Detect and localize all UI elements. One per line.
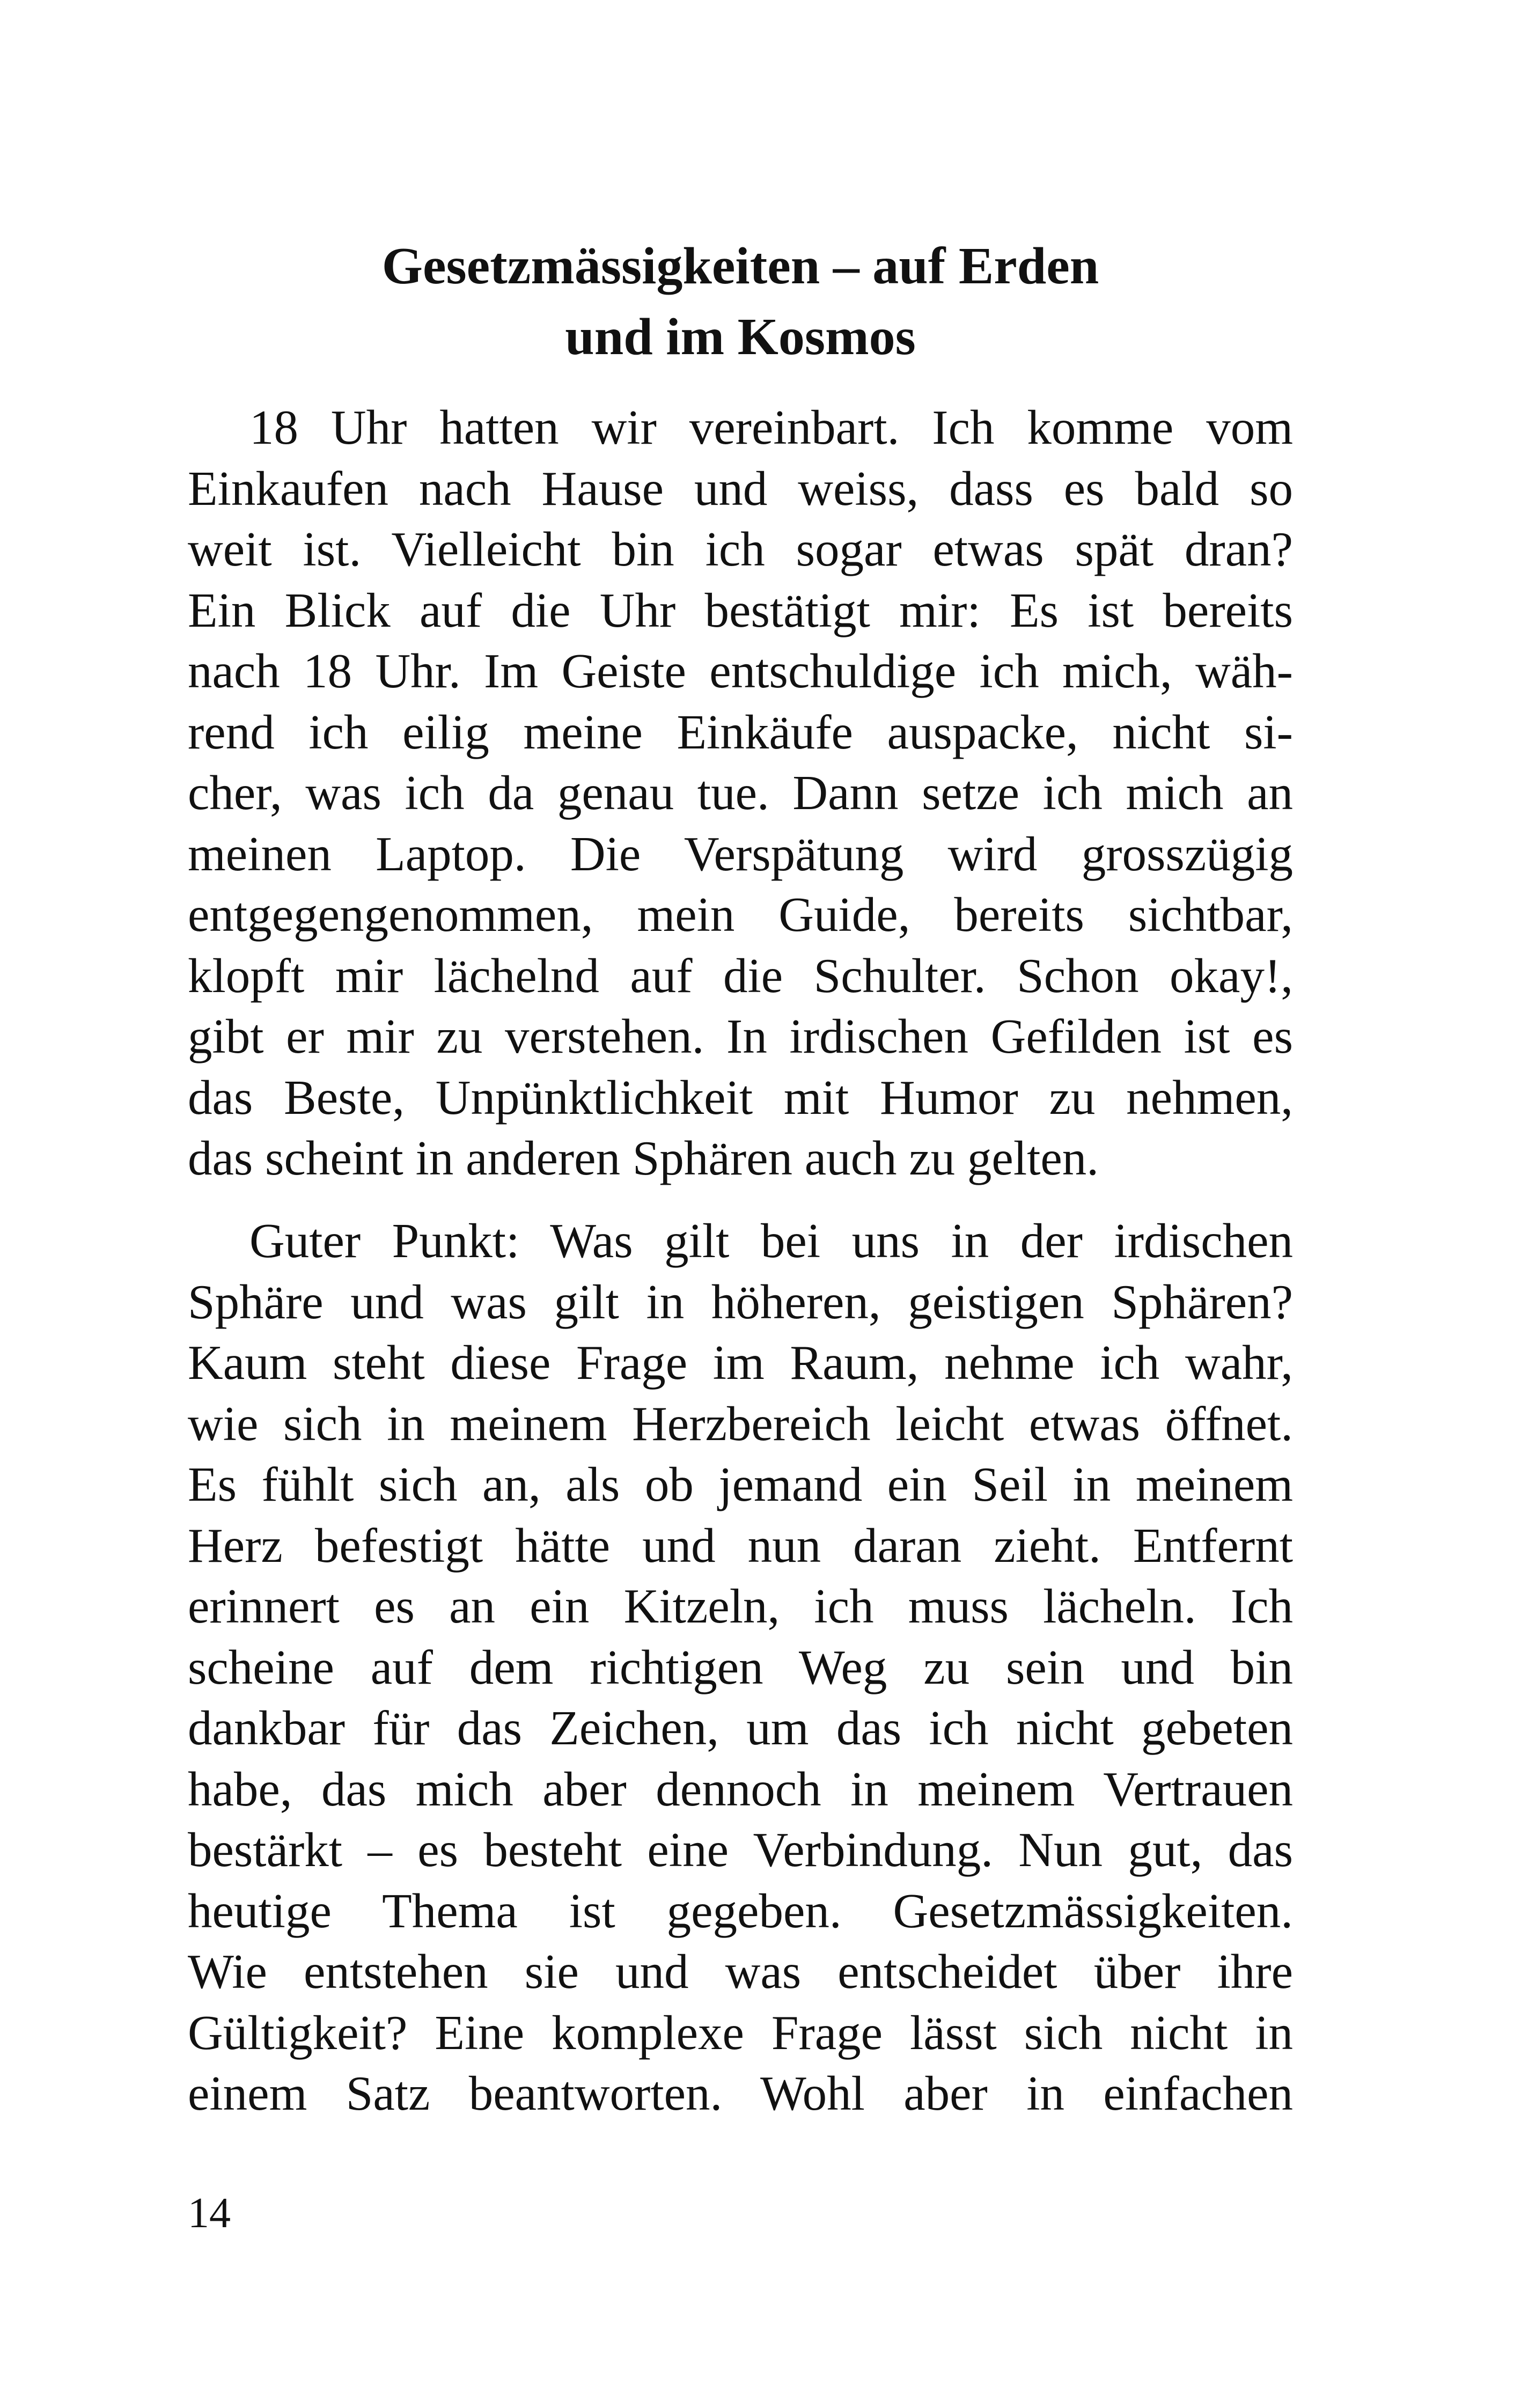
text-line: 18 Uhr hatten wir vereinbart. Ich komme vom bbox=[249, 400, 1293, 454]
text-line: wie sich in meinem Herzbereich leicht etwas öffnet. bbox=[188, 1396, 1293, 1451]
chapter-heading bbox=[188, 231, 1293, 372]
text-line: bestärkt – es besteht eine Verbindung. Nun gut, das bbox=[188, 1823, 1293, 1877]
text-line: meinen Laptop. Die Verspätung wird grosszügig bbox=[188, 826, 1293, 881]
text-line: dankbar für das Zeichen, um das ich nicht gebeten bbox=[188, 1701, 1293, 1755]
text-line: heutige Thema ist gegeben. Gesetzmässigkeiten. bbox=[188, 1883, 1293, 1938]
text-line: Herz befestigt hätte und nun daran zieht. Entfernt bbox=[188, 1518, 1293, 1573]
text-line: weit ist. Vielleicht bin ich sogar etwas spät dran? bbox=[188, 522, 1293, 576]
page-number: 14 bbox=[188, 2190, 231, 2237]
text-line: klopft mir lächelnd auf die Schulter. Schon okay!, bbox=[188, 948, 1293, 1003]
chapter-heading-line-2: und im Kosmos bbox=[565, 308, 916, 366]
text-line: das scheint in anderen Sphären auch zu gelten. bbox=[188, 1131, 1099, 1185]
text-line: entgegengenommen, mein Guide, bereits sichtbar, bbox=[188, 887, 1293, 942]
text-line: Einkaufen nach Hause und weiss, dass es bald so bbox=[188, 461, 1293, 516]
text-line: rend ich eilig meine Einkäufe auspacke, nicht si- bbox=[188, 704, 1293, 759]
text-line: cher, was ich da genau tue. Dann setze ich mich an bbox=[188, 766, 1293, 820]
text-line: Gültigkeit? Eine komplexe Frage lässt sich nicht in bbox=[188, 2005, 1293, 2060]
paragraph-1 bbox=[188, 397, 1293, 1189]
text-line: scheine auf dem richtigen Weg zu sein und bin bbox=[188, 1640, 1293, 1694]
text-line: einem Satz beantworten. Wohl aber in einfachen bbox=[188, 2066, 1293, 2120]
text-line: Sphäre und was gilt in höheren, geistigen Sphären? bbox=[188, 1274, 1293, 1329]
text-line: habe, das mich aber dennoch in meinem Vertrauen bbox=[188, 1761, 1293, 1816]
text-line: erinnert es an ein Kitzeln, ich muss lächeln. Ich bbox=[188, 1579, 1293, 1633]
text-line: Wie entstehen sie und was entscheidet über ihre bbox=[188, 1944, 1293, 1999]
text-line: Es fühlt sich an, als ob jemand ein Seil in meinem bbox=[188, 1457, 1293, 1511]
text-line: Guter Punkt: Was gilt bei uns in der irdischen bbox=[249, 1214, 1293, 1268]
text-line: nach 18 Uhr. Im Geiste entschuldige ich mich, wäh- bbox=[188, 644, 1293, 698]
chapter-heading-line-1: Gesetzmässigkeiten – auf Erden bbox=[381, 237, 1099, 295]
text-line: das Beste, Unpünktlichkeit mit Humor zu nehmen, bbox=[188, 1070, 1293, 1125]
text-line: Kaum steht diese Frage im Raum, nehme ich wahr, bbox=[188, 1335, 1293, 1390]
text-line: gibt er mir zu verstehen. In irdischen Gefilden ist es bbox=[188, 1009, 1293, 1063]
paragraph-2 bbox=[188, 1210, 1293, 2124]
text-line: Ein Blick auf die Uhr bestätigt mir: Es ist bereits bbox=[188, 583, 1293, 637]
